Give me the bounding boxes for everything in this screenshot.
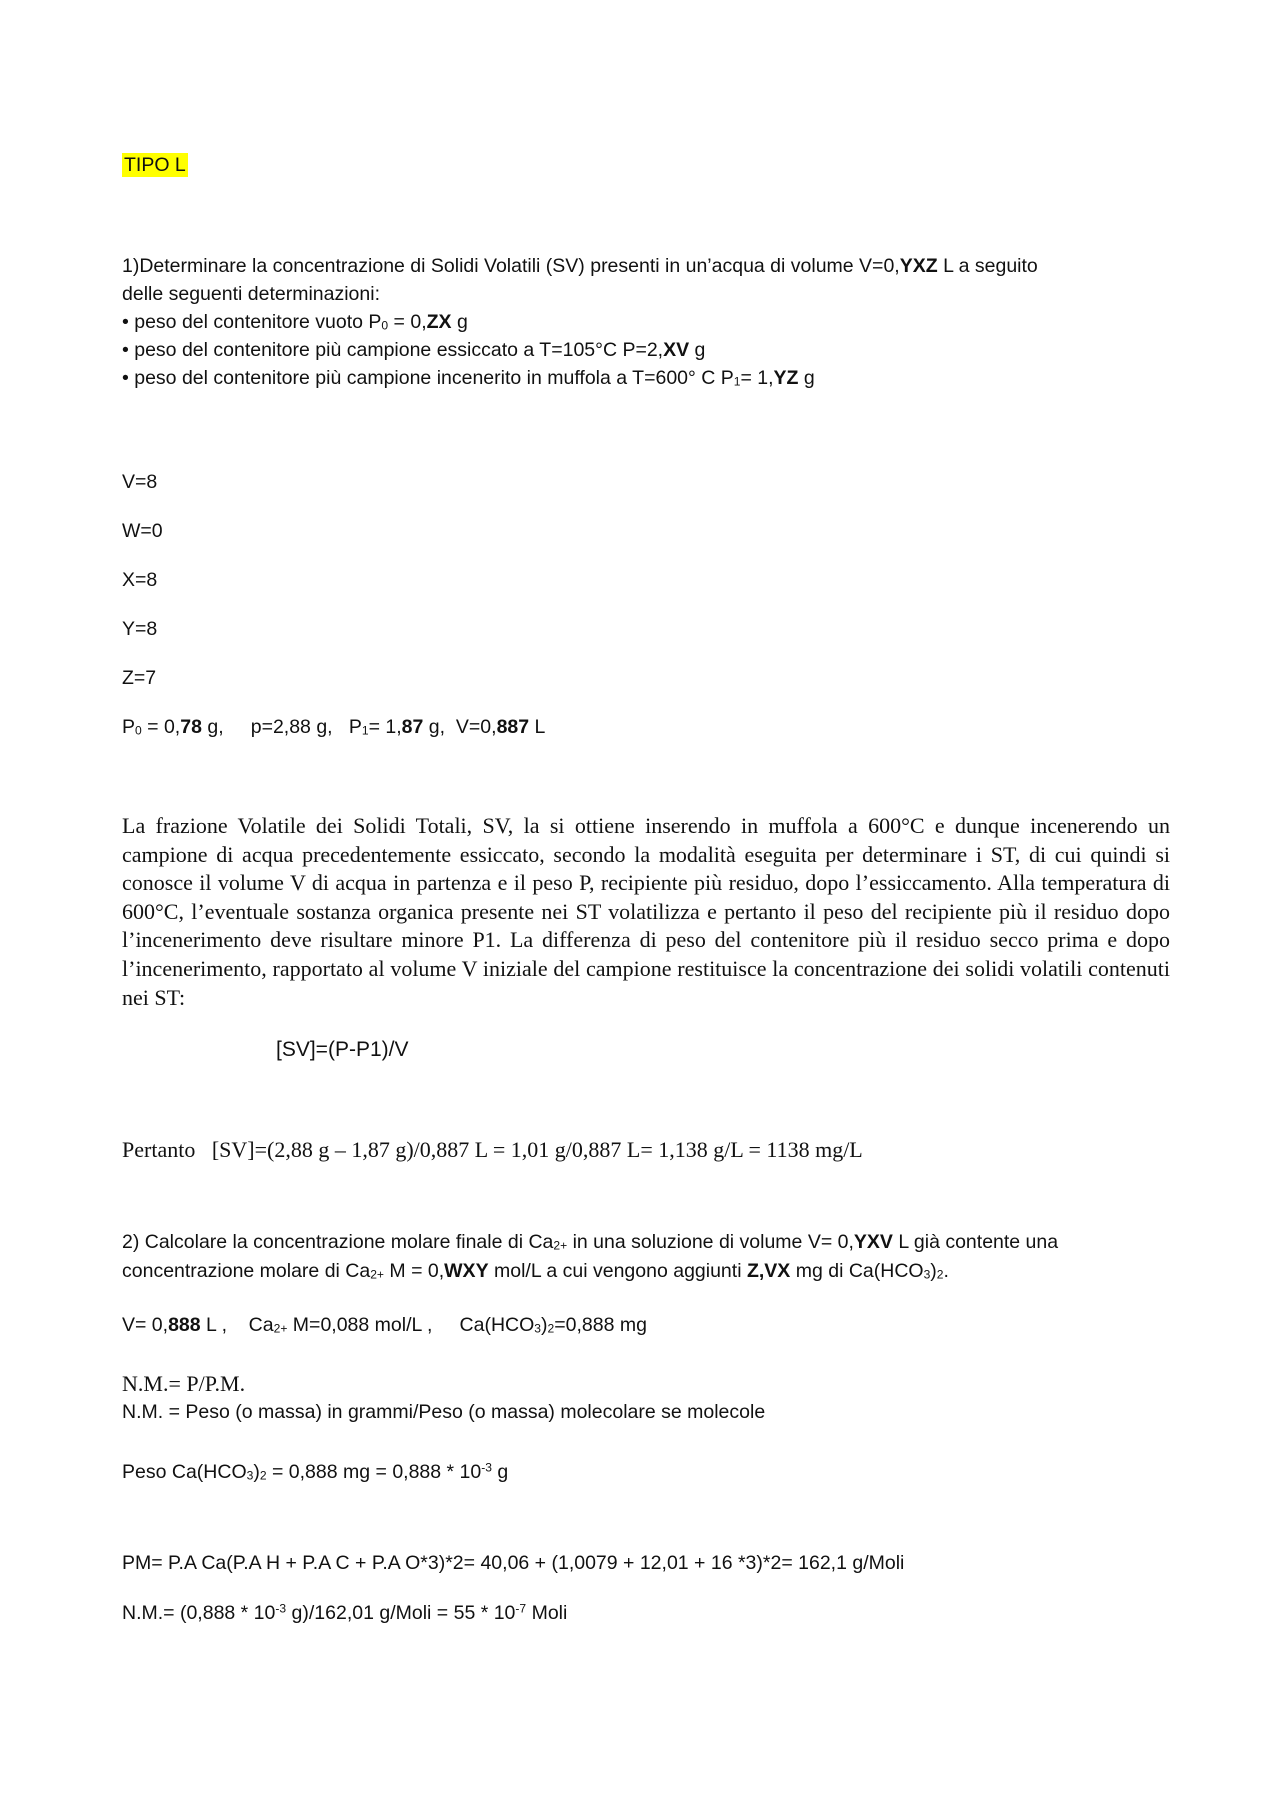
- nm-result: [122, 1602, 567, 1625]
- q2-l2-placeholder-2: Z,VX: [746, 1260, 791, 1282]
- q1-val-v: V=0,: [455, 716, 497, 738]
- q2-line-1: [122, 1228, 1058, 1257]
- q1-bullet-2-unit: g: [689, 339, 706, 361]
- pm-calculation: PM= P.A Ca(P.A H + P.A C + P.A O*3)*2= 40,06 + (1,0079 + 12,01 + 16 *3)*2= 162,1 g/Moli: [122, 1552, 905, 1574]
- q2-val-mid3: ): [541, 1314, 548, 1336]
- sv-formula: [SV]=(P-P1)/V: [276, 1038, 409, 1061]
- q1-bullet-1-sub: 0: [381, 318, 389, 333]
- q1-result: Pertanto [SV]=(2,88 g – 1,87 g)/0,887 L = 1,01 g/0,887 L= 1,138 g/L = 1138 mg/L: [122, 1137, 863, 1162]
- nm-result-text: N.M.= (0,888 * 10: [122, 1602, 276, 1624]
- q2-val-sub2: 3: [534, 1321, 542, 1336]
- peso-sup: -3: [481, 1460, 492, 1475]
- q1-intro-end: L a seguito: [937, 255, 1038, 277]
- q1-bullet-empty-weight: [122, 308, 1038, 336]
- q1-bullet-1-placeholder: ZX: [426, 311, 452, 333]
- q1-bullet-3-mid: = 1,: [740, 367, 774, 389]
- q1-bullet-3-text: • peso del contenitore più campione incenerito in muffola a T=600° C P: [122, 367, 734, 389]
- q1-val-p0-bold: 78: [180, 716, 202, 738]
- q1-intro-text: 1)Determinare la concentrazione di Solidi Volatili (SV) presenti in un’acqua di volume V=0,: [122, 255, 900, 277]
- q2-l2-text: concentrazione molare di Ca: [122, 1260, 371, 1282]
- peso-text: Peso Ca(HCO: [122, 1461, 247, 1483]
- variable-x: X=8: [122, 569, 158, 591]
- q1-intro-line-2: delle seguenti determinazioni:: [122, 283, 380, 305]
- q1-bullet-dried-weight: [122, 336, 1038, 364]
- q2-val-v: V= 0,: [122, 1314, 169, 1336]
- q1-bullet-1-unit: g: [451, 311, 468, 333]
- peso-end: g: [491, 1461, 509, 1483]
- nm-formula-serif: N.M.= P/P.M.: [122, 1371, 246, 1396]
- q2-l2-sub3: 2: [936, 1267, 944, 1282]
- q1-val-p1-unit: g,: [423, 716, 446, 738]
- q2-values-line: [122, 1314, 647, 1337]
- nm-result-sup: -3: [275, 1601, 287, 1616]
- q2-val-sub: 2+: [273, 1321, 288, 1336]
- q2-l1-text: 2) Calcolare la concentrazione molare finale di Ca: [122, 1231, 554, 1253]
- q2-l2-sub2: 3: [923, 1267, 931, 1282]
- q2-l2-mid4: ): [930, 1260, 937, 1282]
- q2-l2-mid2: mol/L a cui vengono aggiunti: [488, 1260, 747, 1282]
- q2-val-mid: L , Ca: [200, 1314, 274, 1336]
- q2-l1-sub: 2+: [553, 1238, 568, 1253]
- q2-l2-mid: M = 0,: [384, 1260, 445, 1282]
- q1-bullet-incinerated-weight: [122, 364, 1038, 392]
- q2-val-end: =0,888 mg: [554, 1314, 647, 1336]
- q1-val-p1-sub: 1: [361, 723, 369, 738]
- type-heading: [122, 154, 188, 177]
- q1-bullet-2-placeholder: XV: [663, 339, 690, 361]
- peso-line: [122, 1461, 508, 1484]
- q2-l1-mid: in una soluzione di volume V= 0,: [567, 1231, 854, 1253]
- nm-definition: N.M. = Peso (o massa) in grammi/Peso (o massa) molecolare se molecole: [122, 1401, 766, 1423]
- highlighted-type-label: TIPO L: [124, 154, 186, 176]
- q1-val-p: p=2,88 g,: [250, 716, 333, 738]
- q1-val-p1-bold: 87: [401, 716, 424, 738]
- variable-w: W=0: [122, 520, 163, 542]
- nm-result-mid: g)/162,01 g/Moli = 55 * 10: [286, 1602, 516, 1624]
- q1-val-v-bold: 887: [496, 716, 530, 738]
- variable-z: Z=7: [122, 667, 157, 689]
- q1-bullet-3-unit: g: [798, 367, 815, 389]
- q1-val-p0: P: [122, 716, 136, 738]
- q1-volume-placeholder: YXZ: [899, 255, 938, 277]
- q1-intro-line-1: [122, 252, 1038, 280]
- q1-val-v-unit: L: [529, 716, 546, 738]
- peso-mid: ): [253, 1461, 260, 1483]
- q1-val-p0-mid: = 0,: [141, 716, 181, 738]
- q1-values-line: [122, 716, 545, 739]
- q1-val-p0-unit: g,: [201, 716, 224, 738]
- q1-val-p0-sub: 0: [135, 723, 142, 738]
- q1-val-p1-mid: = 1,: [368, 716, 402, 738]
- q1-bullet-1-text: • peso del contenitore vuoto P: [122, 311, 382, 333]
- q2-line-2: [122, 1257, 1058, 1286]
- nm-result-sup2: -7: [515, 1601, 527, 1616]
- q2-val-v-bold: 888: [168, 1314, 201, 1336]
- q1-bullet-3-placeholder: YZ: [773, 367, 799, 389]
- q1-explanation-paragraph: La frazione Volatile dei Solidi Totali, SV, la si ottiene inserendo in muffola a 600°C e dunque incenerendo un campione di acqua precedentemente essiccato, secondo la modalità eseguita per determinare i ST, di cui quindi si conosce il volume V di acqua in partenza e il peso P, recipiente più residuo, dopo l’essiccamento. Alla temperatura di 600°C, l’eventuale sostanza organica presente nei ST volatilizza e pertanto il peso del recipiente più il residuo dopo l’incenerimento deve risultare minore P1. La differenza di peso del contenitore più il residuo secco prima e dopo l’incenerimento, rapportato al volume V iniziale del campione restituisce la concentrazione dei solidi volatili contenuti nei ST:: [122, 813, 1170, 1010]
- question-2: [122, 1228, 1058, 1286]
- q1-bullet-1-mid: = 0,: [388, 311, 427, 333]
- nm-result-end: Moli: [526, 1602, 568, 1624]
- q2-l2-placeholder: WXY: [444, 1260, 489, 1282]
- q2-l2-sub: 2+: [370, 1267, 384, 1282]
- q2-val-sub3: 2: [547, 1321, 555, 1336]
- question-1: [122, 252, 1038, 392]
- peso-mid2: = 0,888 mg = 0,888 * 10: [266, 1461, 482, 1483]
- q1-bullet-2-text: • peso del contenitore più campione essiccato a T=105°C P=2,: [122, 339, 664, 361]
- q2-l1-placeholder: YXV: [853, 1231, 893, 1253]
- q1-bullet-3-sub: 1: [733, 374, 741, 389]
- q2-l1-end: L già contente una: [892, 1231, 1059, 1253]
- q2-l2-mid3: mg di Ca(HCO: [790, 1260, 924, 1282]
- q1-val-p1: P: [348, 716, 362, 738]
- q2-val-mid2: M=0,088 mol/L , Ca(HCO: [287, 1314, 535, 1336]
- variable-y: Y=8: [122, 618, 158, 640]
- peso-sub: 3: [246, 1468, 254, 1483]
- q2-l2-end: .: [943, 1260, 949, 1282]
- peso-sub2: 2: [259, 1468, 267, 1483]
- variable-v: V=8: [122, 471, 158, 493]
